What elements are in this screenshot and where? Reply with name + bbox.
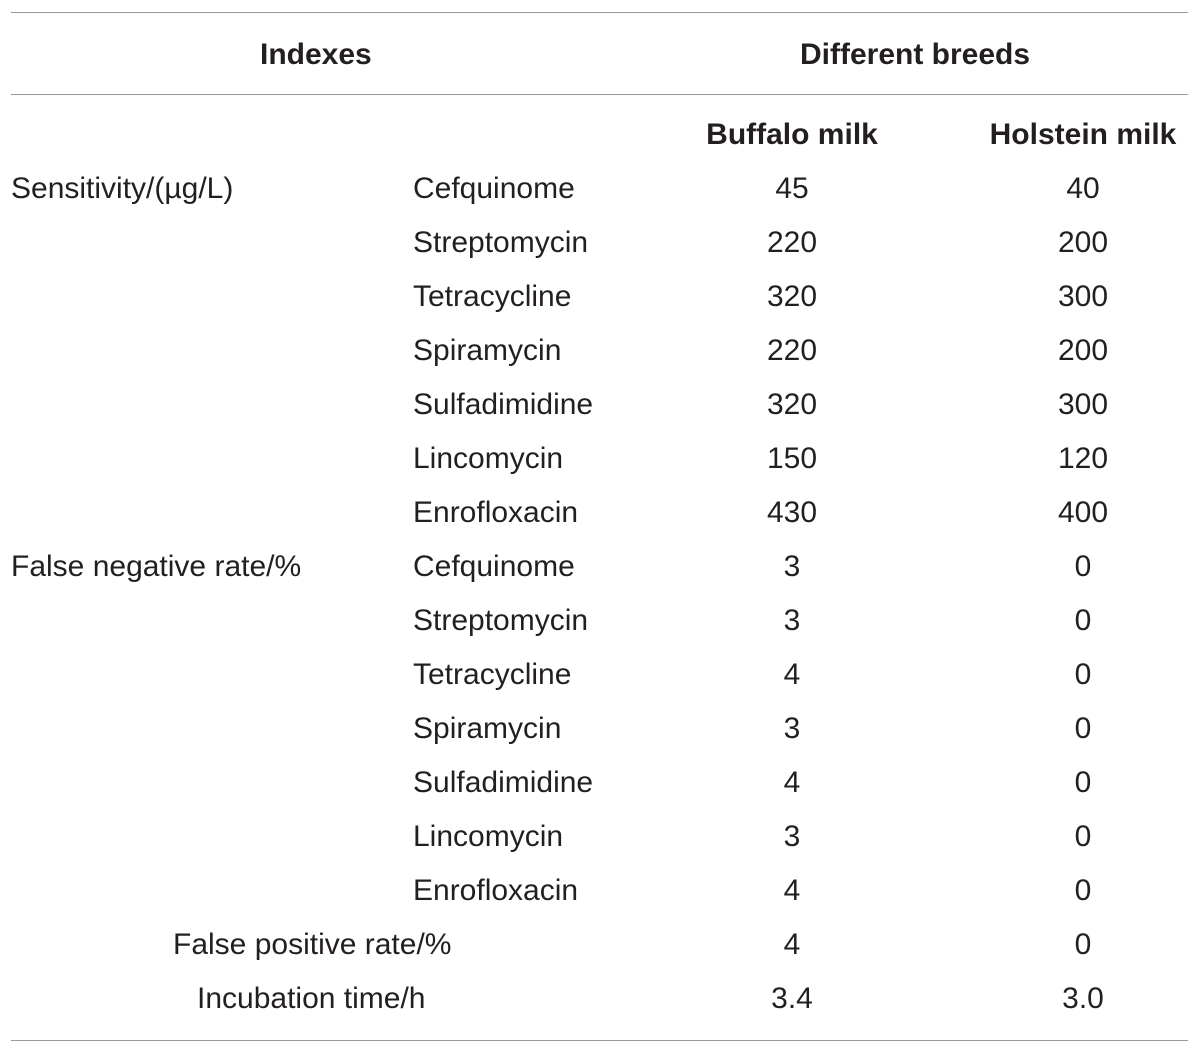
header-holstein-milk: Holstein milk bbox=[989, 118, 1177, 151]
drug-cell: Sulfadimidine bbox=[413, 766, 594, 799]
table-row bbox=[0, 927, 1200, 981]
table-row bbox=[0, 765, 1200, 819]
drug-cell: Spiramycin bbox=[413, 334, 562, 367]
bottom-rule bbox=[11, 1040, 1188, 1041]
drug-cell: Sulfadimidine bbox=[413, 388, 594, 421]
drug-cell: Spiramycin bbox=[413, 712, 562, 745]
buffalo-value: 220 bbox=[766, 226, 818, 259]
buffalo-value: 320 bbox=[766, 280, 818, 313]
table-row bbox=[0, 387, 1200, 441]
table-row bbox=[0, 873, 1200, 927]
buffalo-value: 220 bbox=[766, 334, 818, 367]
buffalo-value: 3.4 bbox=[771, 982, 813, 1015]
buffalo-value: 4 bbox=[783, 658, 801, 691]
drug-cell: Cefquinome bbox=[413, 172, 575, 205]
holstein-value: 0 bbox=[1074, 928, 1092, 961]
drug-cell: Lincomycin bbox=[413, 442, 564, 475]
drug-cell: Enrofloxacin bbox=[413, 874, 579, 907]
table-row bbox=[0, 225, 1200, 279]
drug-cell: Streptomycin bbox=[413, 604, 589, 637]
header-indexes: Indexes bbox=[260, 38, 372, 71]
table-row bbox=[0, 441, 1200, 495]
category-cell: Sensitivity/(µg/L) bbox=[11, 172, 234, 205]
holstein-value: 3.0 bbox=[1062, 982, 1104, 1015]
category-cell: False positive rate/% bbox=[173, 928, 452, 961]
holstein-value: 0 bbox=[1074, 604, 1092, 637]
table-row bbox=[0, 819, 1200, 873]
table-row bbox=[0, 333, 1200, 387]
header-buffalo-milk: Buffalo milk bbox=[706, 118, 878, 151]
buffalo-value: 3 bbox=[783, 712, 801, 745]
buffalo-value: 4 bbox=[783, 874, 801, 907]
drug-cell: Enrofloxacin bbox=[413, 496, 579, 529]
holstein-value: 0 bbox=[1074, 874, 1092, 907]
drug-cell: Tetracycline bbox=[413, 658, 572, 691]
drug-cell: Streptomycin bbox=[413, 226, 589, 259]
buffalo-value: 45 bbox=[775, 172, 809, 205]
buffalo-value: 3 bbox=[783, 550, 801, 583]
category-cell: False negative rate/% bbox=[11, 550, 302, 583]
holstein-value: 200 bbox=[1057, 226, 1109, 259]
buffalo-value: 320 bbox=[766, 388, 818, 421]
holstein-value: 0 bbox=[1074, 550, 1092, 583]
category-cell: Incubation time/h bbox=[197, 982, 426, 1015]
table-row bbox=[0, 279, 1200, 333]
table-row bbox=[0, 657, 1200, 711]
holstein-value: 0 bbox=[1074, 712, 1092, 745]
drug-cell: Tetracycline bbox=[413, 280, 572, 313]
buffalo-value: 4 bbox=[783, 928, 801, 961]
holstein-value: 0 bbox=[1074, 820, 1092, 853]
table-row bbox=[0, 171, 1200, 225]
holstein-value: 0 bbox=[1074, 766, 1092, 799]
holstein-value: 120 bbox=[1057, 442, 1109, 475]
drug-cell: Cefquinome bbox=[413, 550, 575, 583]
table-row bbox=[0, 603, 1200, 657]
holstein-value: 400 bbox=[1057, 496, 1109, 529]
drug-cell: Lincomycin bbox=[413, 820, 564, 853]
buffalo-value: 150 bbox=[766, 442, 818, 475]
holstein-value: 300 bbox=[1057, 280, 1109, 313]
buffalo-value: 4 bbox=[783, 766, 801, 799]
table-row bbox=[0, 981, 1200, 1035]
table-row bbox=[0, 495, 1200, 549]
buffalo-value: 430 bbox=[766, 496, 818, 529]
buffalo-value: 3 bbox=[783, 604, 801, 637]
holstein-value: 40 bbox=[1066, 172, 1100, 205]
table-row bbox=[0, 549, 1200, 603]
holstein-value: 300 bbox=[1057, 388, 1109, 421]
buffalo-value: 3 bbox=[783, 820, 801, 853]
holstein-value: 0 bbox=[1074, 658, 1092, 691]
holstein-value: 200 bbox=[1057, 334, 1109, 367]
table-row bbox=[0, 711, 1200, 765]
header-different-breeds: Different breeds bbox=[800, 38, 1031, 71]
